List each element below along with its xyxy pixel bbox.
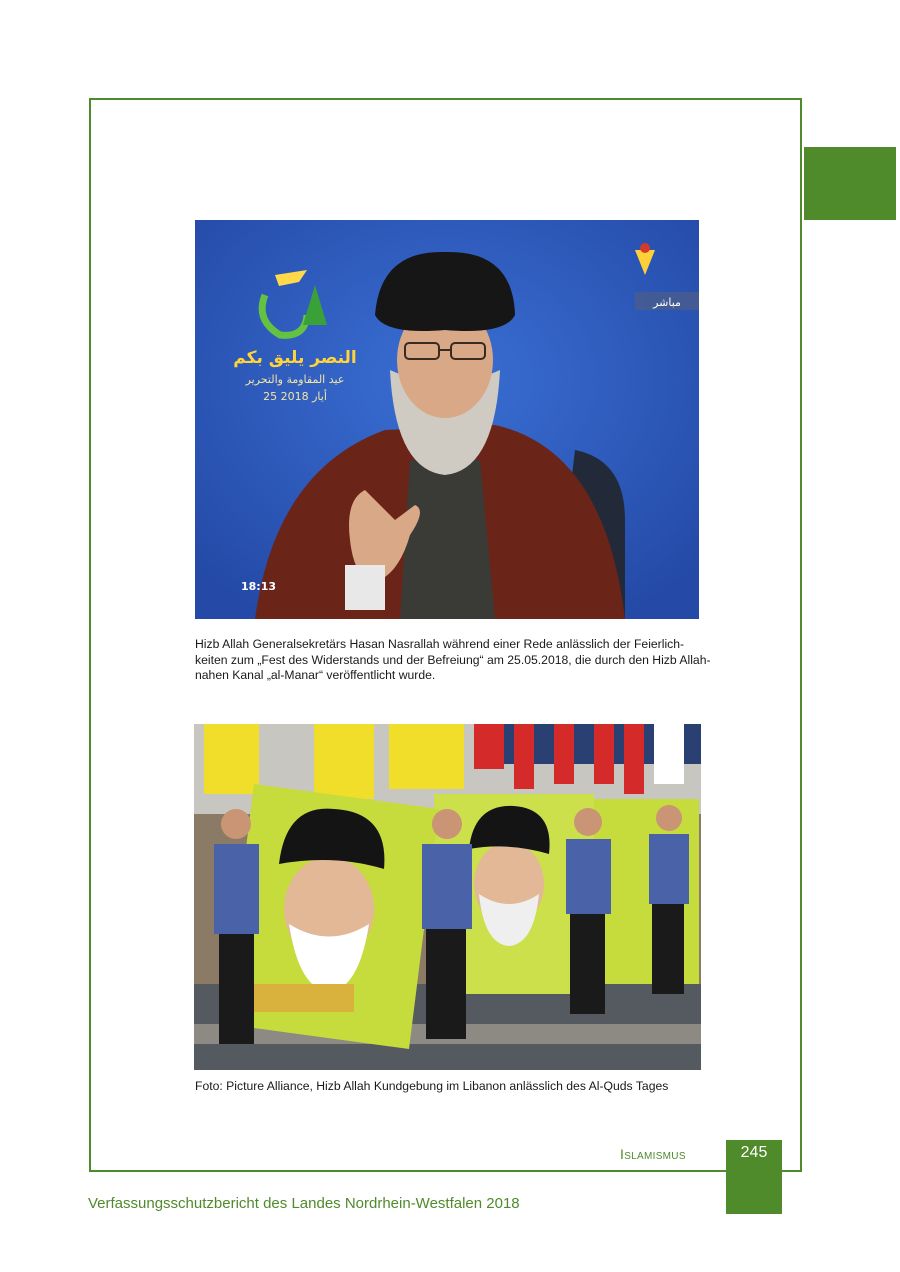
broadcast-date: 25 أيار 2018 bbox=[263, 390, 327, 403]
footer-title: Verfassungsschutzbericht des Landes Nordrhein-Westfalen 2018 bbox=[88, 1195, 520, 1212]
broadcast-subtitle: عيد المقاومة والتحرير bbox=[245, 373, 345, 386]
rally-photo-caption: Foto: Picture Alliance, Hizb Allah Kundgebung im Libanon anlässlich des Al-Quds Tages bbox=[195, 1079, 669, 1093]
speech-photo-illustration bbox=[195, 220, 699, 619]
rally-photo-illustration bbox=[194, 724, 701, 1070]
rally-photo bbox=[194, 724, 701, 1070]
broadcast-slogan: النصر يليق بكم bbox=[233, 348, 357, 368]
live-label: مباشر bbox=[653, 296, 681, 309]
broadcast-clock: 18:13 bbox=[241, 580, 277, 593]
section-label: Islamismus bbox=[620, 1146, 686, 1162]
page-number: 245 bbox=[740, 1144, 768, 1161]
speech-photo-caption: Hizb Allah Generalsekretärs Hasan Nasrallah während einer Rede anlässlich der Feierlich- keiten zum „Fest des Widerstands und der Befreiung“ am 25.05.2018, die durch den Hizb Allah-nahen Kanal „al-Manar“ veröffentlicht wurde. bbox=[195, 637, 711, 682]
speech-photo bbox=[195, 220, 699, 619]
chapter-tab bbox=[804, 147, 896, 220]
